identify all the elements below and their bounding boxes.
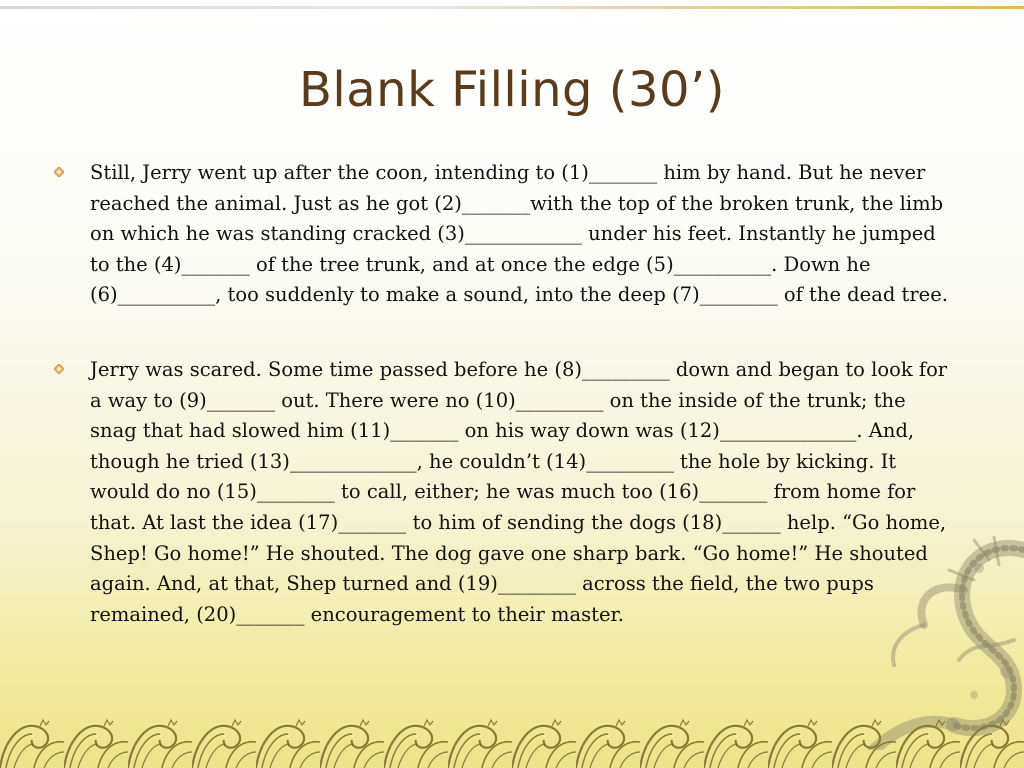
- paragraph-text: Still, Jerry went up after the coon, intending to (1)_______ him by hand. But he never reached the animal. Just as he got (2)_______with the top of the broken trunk, the limb on which he was standing cracked (3)____________ under his feet. Instantly he jumped to the (4)_______ of the tree trunk, and at once the edge (5)__________. Down he (6)__________, too suddenly to make a sound, into the deep (7)________ of the dead tree.: [90, 161, 948, 307]
- slide-title: Blank Filling (30’): [298, 62, 726, 118]
- diamond-bullet-icon: [54, 364, 64, 374]
- diamond-bullet-icon: [54, 167, 64, 177]
- wave-border-icon: [0, 710, 1024, 768]
- top-divider: [0, 6, 1024, 9]
- paragraph-text: Jerry was scared. Some time passed before he (8)_________ down and began to look for a way to (9)_______ out. There were no (10)_________ on the inside of the trunk; the snag that had slowed him (11)_______ on his way down was (12)______________. And, though he tried (13)_____________, he couldn’t (14)_________ the hole by kicking. It would do no (15)________ to call, either; he was much too (16)_______ from home for that. At last the idea (17)_______ to him of sending the dogs (18)______ help. “Go home, Shep! Go home!” He shouted. The dog gave one sharp bark. “Go home!” He shouted again. And, at that, Shep turned and (19)________ across the field, the two pups remained, (20)_______ encouragement to their master.: [90, 357, 948, 626]
- paragraph-1: [52, 158, 952, 311]
